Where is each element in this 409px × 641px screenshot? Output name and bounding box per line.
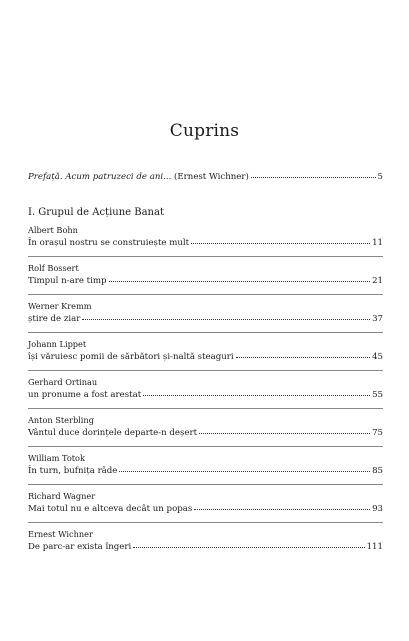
- entry-separator: [28, 294, 383, 295]
- dot-leader: [199, 433, 370, 434]
- page-number: 111: [366, 542, 383, 552]
- entry-separator: [28, 522, 383, 523]
- dot-leader: [82, 319, 370, 320]
- dot-leader: [236, 357, 370, 358]
- toc-author: Anton Sterbling: [28, 415, 94, 425]
- page-number: 37: [372, 314, 383, 324]
- toc-author: Ernest Wichner: [28, 529, 93, 539]
- toc-entry: [28, 314, 383, 324]
- dot-leader: [191, 243, 370, 244]
- toc-work-title: știre de ziar: [28, 314, 81, 324]
- dot-leader: [133, 547, 364, 548]
- toc-entry: [28, 542, 383, 552]
- dot-leader: [194, 509, 370, 510]
- toc-author: Gerhard Ortinau: [28, 377, 98, 387]
- toc-work-title: un pronume a fost arestat: [28, 390, 142, 400]
- dot-leader: [109, 281, 371, 282]
- entry-separator: [28, 408, 383, 409]
- toc-entry: [28, 466, 383, 476]
- dot-leader: [251, 177, 376, 178]
- preface-author: (Ernest Wichner): [174, 172, 249, 182]
- toc-entry: [28, 390, 383, 400]
- dot-leader: [143, 395, 370, 396]
- toc-work-title: Vântul duce dorințele departe-n deșert: [28, 428, 198, 438]
- page-number: 21: [372, 276, 383, 286]
- toc-entry-preface: [28, 172, 383, 182]
- page-number: 5: [377, 172, 383, 182]
- toc-entry: [28, 276, 383, 286]
- page-number: 55: [372, 390, 383, 400]
- page-number: 75: [372, 428, 383, 438]
- page-number: 45: [372, 352, 383, 362]
- entry-separator: [28, 256, 383, 257]
- toc-entry: [28, 504, 383, 514]
- toc-work-title: Timpul n-are timp: [28, 276, 107, 286]
- section-heading: I. Grupul de Acțiune Banat: [28, 207, 164, 218]
- page-title: Cuprins: [169, 121, 240, 141]
- toc-work-title: Mai totul nu e altceva decât un popas: [28, 504, 193, 514]
- toc-author: Albert Bohn: [28, 225, 78, 235]
- toc-work-title: De parc-ar exista îngeri: [28, 542, 132, 552]
- preface-title: Prefață. Acum patruzeci de ani...: [28, 172, 172, 182]
- page-number: 85: [372, 466, 383, 476]
- toc-work-title: În turn, bufnița râde: [28, 466, 118, 476]
- page-number: 93: [372, 504, 383, 514]
- entry-separator: [28, 332, 383, 333]
- toc-author: Richard Wagner: [28, 491, 96, 501]
- entry-separator: [28, 484, 383, 485]
- entry-separator: [28, 446, 383, 447]
- toc-entry: [28, 428, 383, 438]
- toc-work-title: În orașul nostru se construiește mult: [28, 238, 190, 248]
- toc-author: Werner Kremm: [28, 301, 92, 311]
- page-number: 11: [372, 238, 383, 248]
- toc-entry: [28, 352, 383, 362]
- toc-work-title: își văruiesc pomii de sărbători și-naltă steaguri: [28, 352, 234, 362]
- toc-author: Johann Lippet: [28, 339, 87, 349]
- toc-entry: [28, 238, 383, 248]
- entry-separator: [28, 370, 383, 371]
- dot-leader: [119, 471, 370, 472]
- toc-author: Rolf Bossert: [28, 263, 79, 273]
- toc-author: William Totok: [28, 453, 85, 463]
